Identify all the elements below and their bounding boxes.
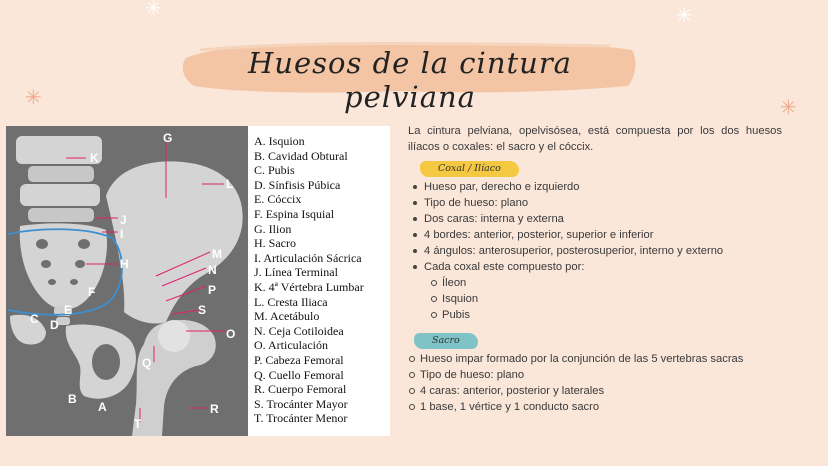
list-item: Dos caras: interna y externa xyxy=(408,211,782,227)
star-icon: ✳ xyxy=(25,85,42,109)
coxal-parts-list xyxy=(408,275,782,323)
star-icon: ✳ xyxy=(676,3,693,27)
list-item: 4 caras: anterior, posterior y laterales xyxy=(408,383,782,399)
legend-item: D. Sínfisis Púbica xyxy=(254,177,341,192)
legend-item: P. Cabeza Femoral xyxy=(254,352,344,367)
label-q: Q xyxy=(142,356,152,370)
label-s: S xyxy=(198,303,207,317)
label-g: G xyxy=(163,131,173,145)
label-l: L xyxy=(226,177,234,191)
label-f: F xyxy=(88,285,96,299)
label-t: T xyxy=(134,417,142,431)
label-b: B xyxy=(68,392,77,406)
legend-item: C. Pubis xyxy=(254,163,295,178)
legend-item: O. Articulación xyxy=(254,338,328,353)
label-j: J xyxy=(120,213,127,227)
content-column xyxy=(408,124,782,415)
legend-item: T. Trocánter Menor xyxy=(254,411,348,426)
legend-item: I. Articulación Sácrica xyxy=(254,250,362,265)
coxal-list xyxy=(408,179,782,275)
figure-legend xyxy=(254,134,364,426)
coxal-heading: Coxal / Ilíaco xyxy=(420,161,519,177)
label-h: H xyxy=(120,257,129,271)
label-r: R xyxy=(210,402,219,416)
list-item: Hueso par, derecho e izquierdo xyxy=(408,179,782,195)
legend-item: E. Cóccix xyxy=(254,192,302,207)
legend-item: L. Cresta Iliaca xyxy=(254,294,328,309)
list-item: Íleon xyxy=(408,275,782,291)
pelvis-figure xyxy=(6,126,390,436)
label-o: O xyxy=(226,327,236,341)
legend-item: K. 4ª Vértebra Lumbar xyxy=(254,279,364,294)
label-e: E xyxy=(64,303,73,317)
sacro-list xyxy=(408,351,782,415)
label-c: C xyxy=(30,312,39,326)
list-item: Tipo de hueso: plano xyxy=(408,195,782,211)
list-item: Tipo de hueso: plano xyxy=(408,367,782,383)
legend-item: H. Sacro xyxy=(254,236,296,251)
legend-item: S. Trocánter Mayor xyxy=(254,396,348,411)
legend-item: A. Isquion xyxy=(254,134,305,148)
label-i: I xyxy=(120,227,124,241)
list-item: 4 ángulos: anterosuperior, posterosuperior, interno y externo xyxy=(408,243,782,259)
label-m: M xyxy=(212,247,222,261)
star-icon: ✳ xyxy=(145,0,162,20)
title-banner xyxy=(180,36,640,114)
list-item: 1 base, 1 vértice y 1 conducto sacro xyxy=(408,399,782,415)
page-title: Huesos de la cintura pelviana xyxy=(248,46,572,114)
label-d: D xyxy=(50,318,59,332)
list-item: 4 bordes: anterior, posterior, superior e inferior xyxy=(408,227,782,243)
star-icon: ✳ xyxy=(780,95,797,119)
label-a: A xyxy=(98,400,107,414)
label-p: P xyxy=(208,283,217,297)
intro-paragraph: La cintura pelviana, opelvisósea, está compuesta por los dos huesos ilíacos o coxales: el sacro y el cóccix. xyxy=(408,125,782,153)
sacro-heading: Sacro xyxy=(414,333,478,349)
legend-item: N. Ceja Cotiloidea xyxy=(254,323,344,338)
pelvis-diagram xyxy=(6,126,248,436)
legend-item: B. Cavidad Obtural xyxy=(254,148,348,163)
label-k: K xyxy=(90,151,99,165)
legend-item: F. Espina Isquial xyxy=(254,206,335,221)
list-item: Hueso impar formado por la conjunción de las 5 vertebras sacras xyxy=(408,351,782,367)
list-item: Cada coxal este compuesto por: xyxy=(408,259,782,275)
list-item: Pubis xyxy=(408,307,782,323)
legend-item: Q. Cuello Femoral xyxy=(254,367,344,382)
label-n: N xyxy=(208,263,217,277)
legend-item: J. Línea Terminal xyxy=(254,265,338,280)
list-item: Isquion xyxy=(408,291,782,307)
legend-item: G. Ilion xyxy=(254,221,292,236)
legend-item: M. Acetábulo xyxy=(254,309,320,324)
legend-item: R. Cuerpo Femoral xyxy=(254,382,347,397)
